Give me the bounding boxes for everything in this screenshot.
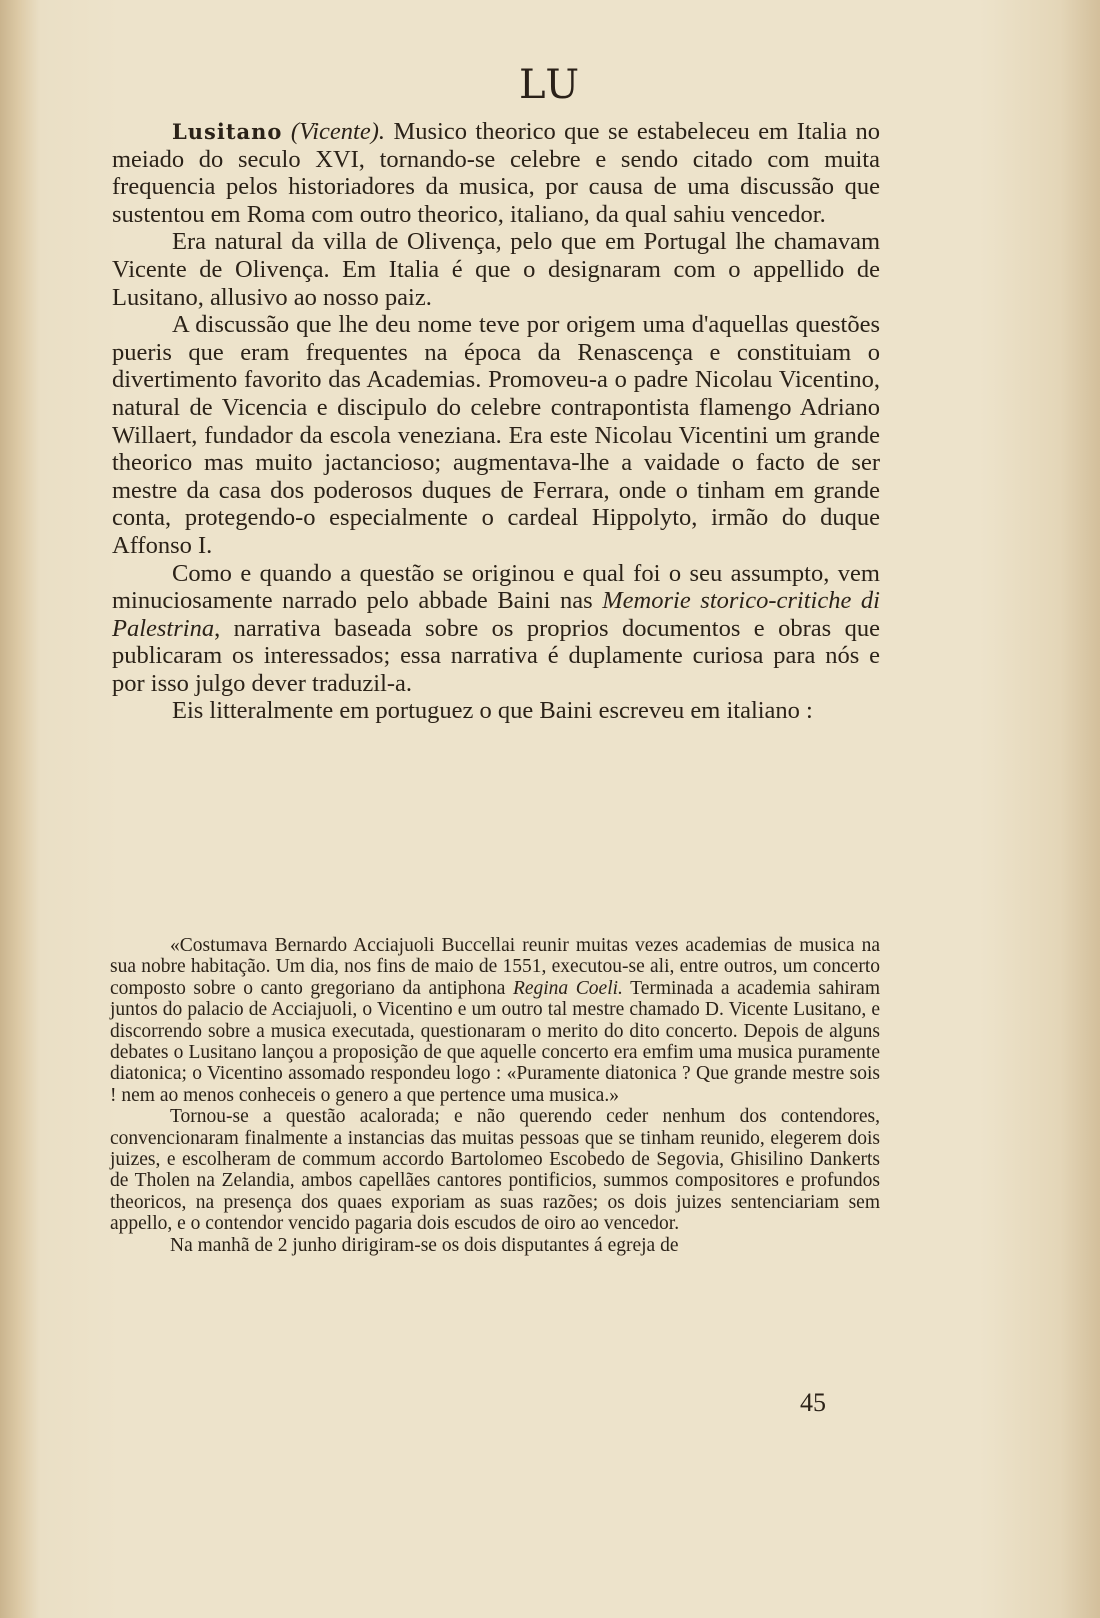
running-head: LU <box>518 62 582 108</box>
entry-name: Lusitano <box>172 119 283 144</box>
entry-name-paren: (Vicente). <box>290 118 385 145</box>
quoted-translation <box>110 935 880 1256</box>
paragraph-4 <box>112 560 880 698</box>
paragraph-5: Eis litteralmente em portuguez o que Baini escreveu em italiano : <box>172 697 813 725</box>
quote-1-text-a: «Costumava Bernardo Acciajuoli Buccellai reunir muitas vezes academias de musica na sua nobre habitação. Um dia, nos fins de maio de 1551, executou-se ali, entre outros, um concerto composto sobre o canto gregoriano da antiphona <box>110 935 880 999</box>
main-text <box>112 118 880 725</box>
paragraph-2: Era natural da villa de Olivença, pelo que em Portugal lhe chamavam Vicente de Olivença. Em Italia é que o designaram com o appellido de Lusitano, allusivo ao nosso paiz. <box>112 228 880 311</box>
paragraph-3: A discussão que lhe deu nome teve por origem uma d'aquellas questões pueris que eram frequentes na época da Renascença e constituiam o divertimento favorito das Academias. Promoveu-a o padre Nicolau Vicentino, natural de Vicencia e discipulo do celebre contrapontista flamengo Adriano Willaert, fundador da escola veneziana. Era este Nicolau Vicentini um grande theorico mas muito jactancioso; augmentava-lhe a vaidade o facto de ser mestre da casa dos poderosos duques de Ferrara, onde o tinham em grande conta, protegendo-o especialmente o cardeal Hippolyto, irmão do duque Affonso I. <box>112 311 880 559</box>
page-number: 45 <box>800 1388 826 1417</box>
quote-paragraph-1 <box>110 935 880 1106</box>
quote-paragraph-3: Na manhã de 2 junho dirigiram-se os dois disputantes á egreja de <box>170 1234 679 1256</box>
quote-1-text-b: Terminada a academia sahiram juntos do palacio de Acciajuoli, o Vicentino e um outro tal mestre chamado D. Vicente Lusitano, e discorrendo sobre a musica executada, questionaram o merito do dito concerto. Depois de alguns debates o Lusitano lançou a proposição de que aquelle concerto era emfim uma musica puramente diatonica; o Vicentino assomado respondeu logo : «Puramente diatonica ? Que grande mestre sois ! nem ao menos conheceis o genero a que pertence uma musica.» <box>110 977 881 1106</box>
paragraph-1 <box>112 118 880 228</box>
antiphon-title: Regina Coeli. <box>512 977 623 999</box>
quote-paragraph-2: Tornou-se a questão acalorada; e não querendo ceder nenhum dos contendores, convencionaram finalmente a instancias das muitas pessoas que se tinham reunido, elegerem dois juizes, e escolheram de commum accordo Bartolomeo Escobedo de Segovia, Ghisilino Dankerts de Tholen na Zelandia, ambos capellães cantores pontificios, summos compositores e profundos theoricos, na presença dos quaes exporiam as suas razões; os dois juizes sentenciariam sem appello, e o contendor vencido pagaria dois escudos de oiro ao vencedor. <box>110 1106 880 1235</box>
book-title: Memorie storico-critiche di Palestrina <box>112 587 880 642</box>
paragraph-4-text-a: Como e quando a questão se originou e qual foi o seu assumpto, vem minuciosamente narrado pelo abbade Baini nas <box>112 559 880 615</box>
paragraph-1-text: Musico theorico que se estabeleceu em Italia no meiado do seculo XVI, tornando-se celebre e sendo citado com muita frequencia pelos historiadores da musica, por causa de uma discussão que sustentou em Roma com outro theorico, italiano, da qual sahiu vencedor. <box>112 118 880 228</box>
paragraph-4-text-b: , narrativa baseada sobre os proprios documentos e obras que publicaram os interessados; essa narrativa é duplamente curiosa para nós e por isso julgo dever traduzil-a. <box>112 614 880 697</box>
